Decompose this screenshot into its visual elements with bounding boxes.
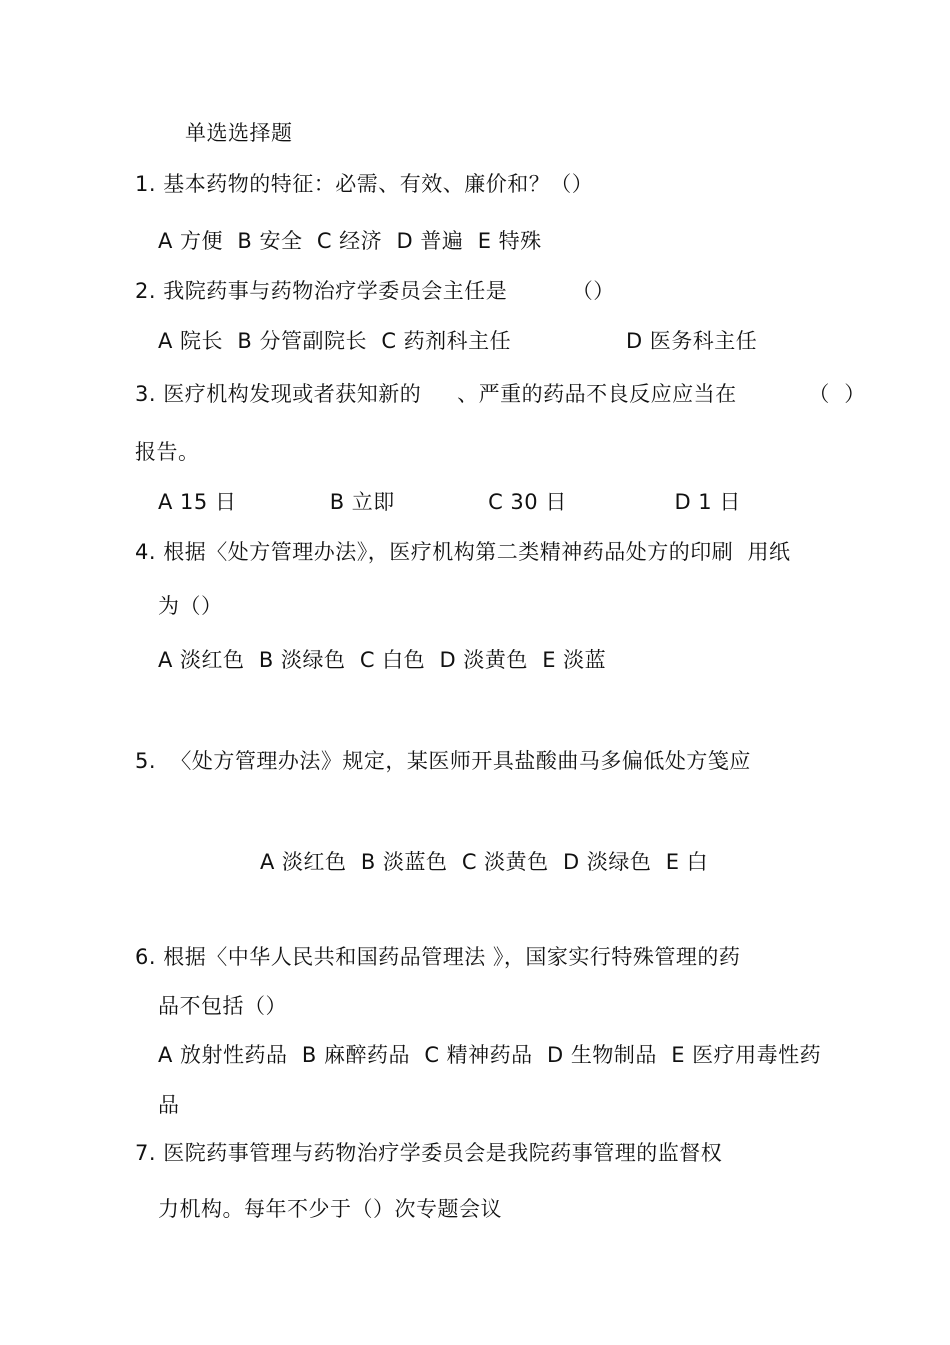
question-2-text: 2. 我院药事与药物治疗学委员会主任是 （） xyxy=(135,279,615,303)
question-4-text: 4. 根据〈处方管理办法》，医疗机构第二类精神药品处方的印刷 用纸 xyxy=(135,540,791,564)
question-5-options: A 淡红色 B 淡蓝色 C 淡黄色 D 淡绿色 E 白 xyxy=(260,850,709,874)
question-7-text-cont: 力机构。每年不少于（）次专题会议 xyxy=(158,1197,502,1221)
question-6-options: A 放射性药品 B 麻醉药品 C 精神药品 D 生物制品 E 医疗用毒性药 xyxy=(158,1043,822,1067)
question-3-options: A 15 日 B 立即 C 30 日 D 1 日 xyxy=(158,490,741,514)
question-7-text: 7. 医院药事管理与药物治疗学委员会是我院药事管理的监督权 xyxy=(135,1141,723,1165)
question-4-text-cont: 为（） xyxy=(158,594,223,618)
question-3-text-cont: 报告。 xyxy=(135,440,200,464)
question-6-text-cont: 品不包括（） xyxy=(158,994,287,1018)
question-1-text: 1. 基本药物的特征：必需、有效、廉价和？（） xyxy=(135,172,594,196)
question-3-text: 3. 医疗机构发现或者获知新的 、严重的药品不良反应应当在 （ ） xyxy=(135,382,866,406)
question-2-options: A 院长 B 分管副院长 C 药剂科主任 D 医务科主任 xyxy=(158,329,758,353)
question-4-options: A 淡红色 B 淡绿色 C 白色 D 淡黄色 E 淡蓝 xyxy=(158,648,607,672)
question-6-options-cont: 品 xyxy=(158,1093,180,1117)
question-5-text: 5. 〈处方管理办法》规定，某医师开具盐酸曲马多偏低处方笺应 xyxy=(135,749,751,773)
question-6-text: 6. 根据〈中华人民共和国药品管理法 》，国家实行特殊管理的药 xyxy=(135,945,741,969)
question-1-options: A 方便 B 安全 C 经济 D 普遍 E 特殊 xyxy=(158,229,542,253)
page-title: 单选选择题 xyxy=(185,121,293,145)
